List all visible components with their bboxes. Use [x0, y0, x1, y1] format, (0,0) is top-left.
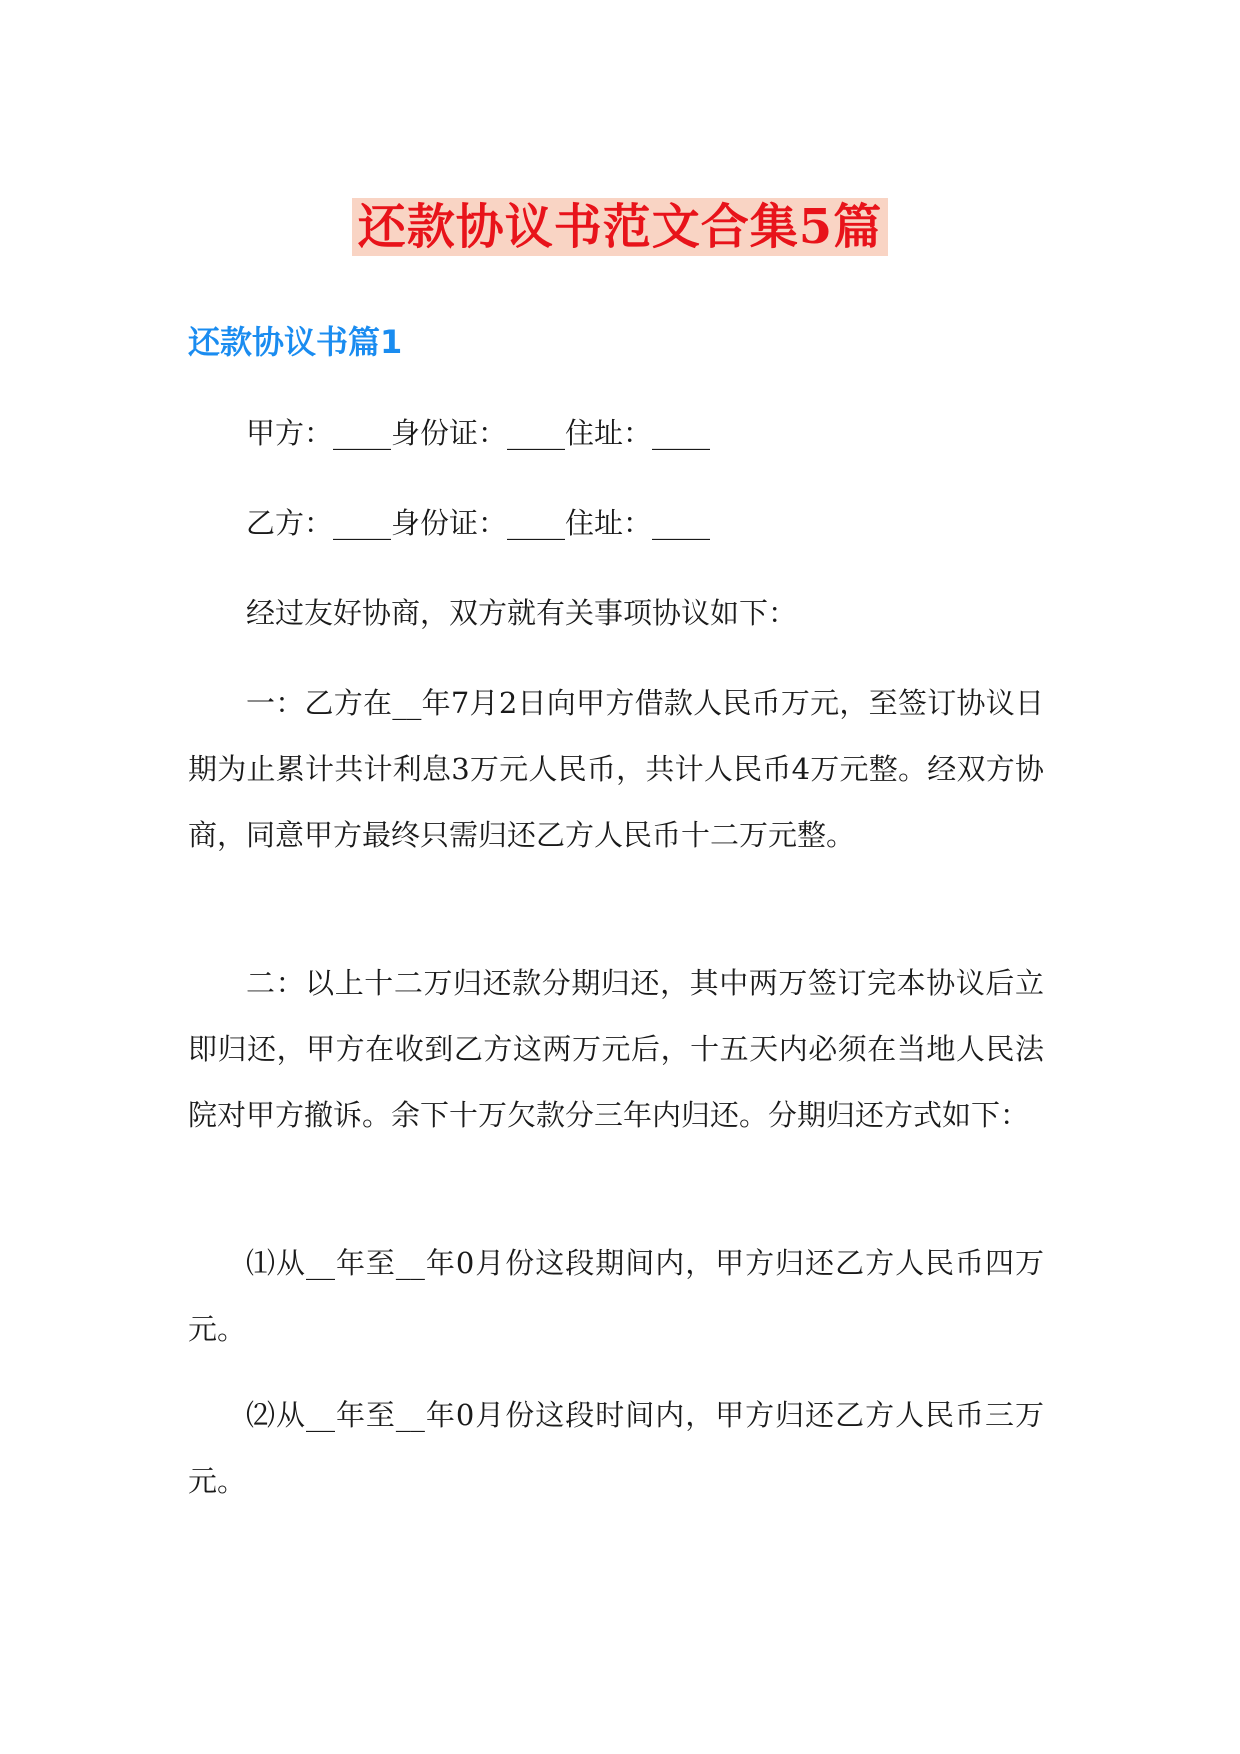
clause-one-paragraph: 一：乙方在__年7月2日向甲方借款人民币万元，至签订协议日期为止累计共计利息3万元人民币，共计人民币4万元整。经双方协商，同意甲方最终只需归还乙方人民币十二万元整。 [188, 686, 1044, 852]
intro-paragraph: 经过友好协商，双方就有关事项协议如下： [246, 596, 798, 630]
installment-one-paragraph: ⑴从__年至__年0月份这段期间内，甲方归还乙方人民币四万元。 [188, 1246, 1044, 1346]
party-b-line: 乙方：____身份证：____住址：____ [246, 506, 711, 540]
document-title: 还款协议书范文合集5篇 [352, 198, 888, 256]
section-heading: 还款协议书篇1 [188, 323, 403, 361]
clause-two-paragraph: 二：以上十二万归还款分期归还，其中两万签订完本协议后立即归还，甲方在收到乙方这两万元后，十五天内必须在当地人民法院对甲方撤诉。余下十万欠款分三年内归还。分期归还方式如下： [188, 966, 1044, 1132]
title-container [0, 166, 1240, 288]
installment-two-paragraph: ⑵从__年至__年0月份这段时间内，甲方归还乙方人民币三万元。 [188, 1398, 1044, 1498]
party-a-line: 甲方：____身份证：____住址：____ [246, 416, 711, 450]
